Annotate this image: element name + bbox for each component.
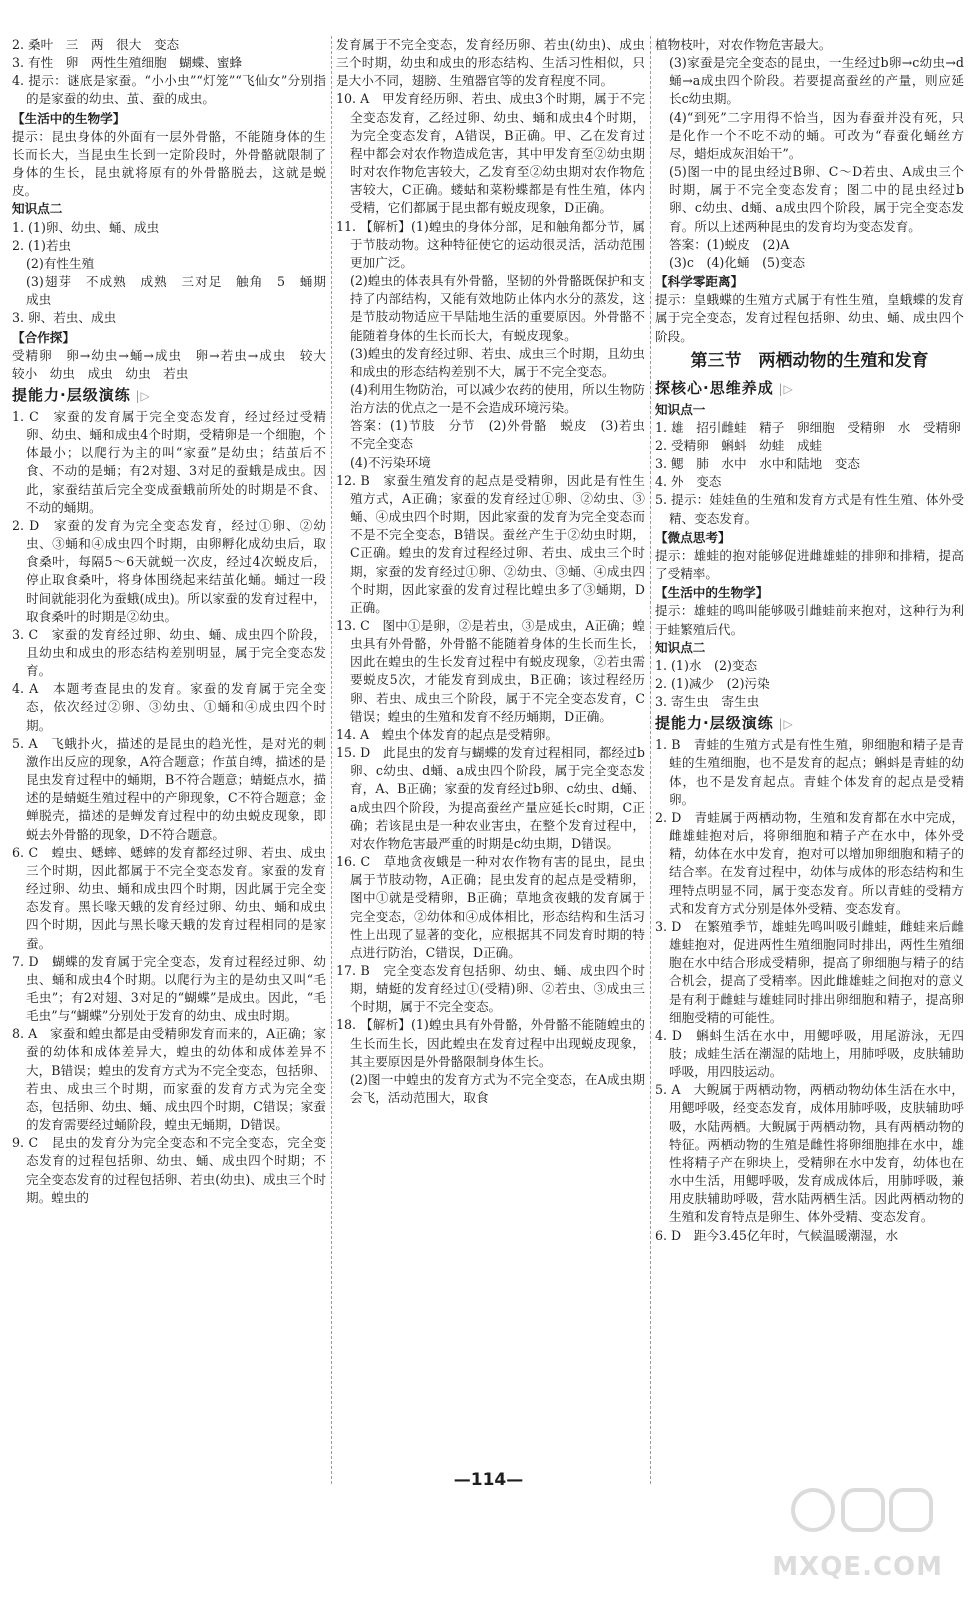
answer-item: 10. A 甲发育经历卵、若虫、成虫3个时期，属于不完全变态发育，乙经过卵、幼虫、蛹和成虫4个时期，为完全变态发育，A错误，B正确。甲、乙在发育过程中都会对农作物造成危害，其中甲发育至②幼虫期时对农作物危害较大，乙发育至②幼虫期对农作物危害较大，C正确。蝼蛄和菜粉蝶都是有性生殖，体内受精，它们都属于昆虫都有蜕皮现象，D正确。: [336, 91, 645, 216]
answer-item: 5. A 大鲵属于两栖动物，两栖动物幼体生活在水中，用鳃呼吸，经变态发育，成体用肺呼吸，皮肤辅助呼吸，水陆两栖。大鲵属于两栖动物，具有两栖动物的特征。两栖动物的生殖是雌性将卵细胞排在水中，雄性将精子产在卵块上，受精卵在水中发育，幼体也在水中生活，用鳃呼吸，发育成成体后，用肺呼吸，兼用皮肤辅助呼吸，营水陆两栖生活。因此两栖动物的生殖和发育特点是卵生、体外受精、变态发育。: [655, 1082, 964, 1225]
answer-item: 4. 提示：谜底是家蚕。“小小虫”“灯笼”“飞仙女”分别指的是家蚕的幼虫、茧、蚕的成虫。: [12, 73, 326, 107]
answer-item: 2. (1)若虫: [12, 237, 72, 253]
answer-detail: (5)图一中的昆虫经过B卵、C～D若虫、A成虫三个时期，属于不完全变态发育；图二中的昆虫经过b卵、c幼虫、d蛹、a成虫四个阶段，属于完全变态发育。所以上述两种昆虫的发育均为变态发育。: [669, 164, 964, 234]
answer-detail: (3)翅芽 不成熟 成熟 三对足 触角 5 蛹期 成虫: [26, 274, 339, 308]
answer-item: 18. 【解析】(1)蝗虫具有外骨骼，外骨骼不能随蝗虫的生长而生长，因此蝗虫在发育过程中出现蜕皮现象，其主要原因是外骨骼限制身体生长。: [336, 1017, 645, 1069]
answer-item: 15. D 此昆虫的发育与蝴蝶的发育过程相同，都经过b卵、c幼虫、d蛹、a成虫四个阶段，属于完全变态发育，A、B正确；家蚕的发育经过b卵、c幼虫、d蛹、a成虫四个阶段，为提高蚕丝产量应延长c时期，C正确；若该昆虫是一种农业害虫，在整个发育过程中，对农作物危害最严重的时期是c幼虫期，D错误。: [336, 745, 645, 851]
answer-item: 11. 【解析】(1)蝗虫的身体分部，足和触角都分节，属于节肢动物。这种特征使它的运动很灵活，活动范围更加广泛。: [336, 218, 645, 270]
paragraph: 受精卵 卵→幼虫→蛹→成虫 卵→若虫→成虫 较大 较小 幼虫 成虫 幼虫 若虫: [12, 347, 339, 381]
answer-item: 1. 雄 招引雌蛙 精子 卵细胞 受精卵 水 受精卵: [655, 419, 961, 435]
answer-item: 1. B 青蛙的生殖方式是有性生殖，卵细胞和精子是青蛙的生殖细胞，也不是发育的起点；蝌蚪是青蛙的幼体，也不是发育起点。青蛙个体发育的起点是受精卵。: [655, 737, 964, 807]
paragraph: 提示：皇蛾蝶的生殖方式属于有性生殖，皇蛾蝶的发育属于完全变态，发育过程包括卵、幼虫、蛹、成虫四个阶段。: [655, 292, 964, 344]
paragraph: 发育属于不完全变态，发育经历卵、若虫(幼虫)、成虫三个时期，幼虫和成虫的形态结构、生活习性相似，只是大小不同，翅膀、生殖器官等的发育程度不同。: [336, 37, 645, 89]
knowledge-point-heading: 知识点二: [12, 201, 63, 217]
section-tag: 【 生活中的生物学 】: [12, 110, 326, 128]
watermark-text: MXQE.COM: [772, 1552, 943, 1582]
answer-item: 1. C 家蚕的发育属于完全变态发育，经过经过受精卵、幼虫、蛹和成虫4个时期，受精卵是一个细胞，个体最小；以爬行为主的叫“家蚕”是幼虫；结茧后不食、不动的是蛹；有2对翅、3对足的蚕蛾是成虫。因此，家蚕结茧后完全变成蚕蛾前所处的时期是不食、不动的蛹期。: [12, 408, 326, 515]
paragraph: 提示：雄蛙的抱对能够促进雌雄蛙的排卵和排精，提高了受精率。: [655, 547, 964, 582]
answer-item: 6. D 距今3.45亿年时，气候温暖潮湿，水: [655, 1227, 899, 1243]
chapter-title: 第三节 两栖动物的生殖和发育: [690, 350, 929, 371]
answer-item: 9. C 昆虫的发育分为完全变态和不完全变态，完全变态发育的过程包括卵、幼虫、蛹、成虫四个时期；不完全变态发育的过程包括卵、若虫(幼虫)、成虫三个时期。蝗虫的: [12, 1135, 326, 1205]
answer-detail: 答案：(1)蜕皮 (2)A: [669, 236, 790, 252]
answer-item: 3. 鳃 肺 水中 水中和陆地 变态: [655, 456, 860, 472]
answer-item: 1. (1)水 (2)变态: [655, 657, 758, 673]
answer-item: 2. 桑叶 三 两 很大 变态: [12, 37, 180, 52]
answer-item: 12. B 家蚕生殖发育的起点是受精卵，因此是有性生殖方式，A正确；家蚕的发育经过①卵、②幼虫、③蛹、④成虫四个时期，因此家蚕的发育为完全变态而不是不完全变态，B错误。蚕丝产生于②幼虫时期，C正确。蝗虫的发育过程经过卵、若虫、成虫三个时期，家蚕的发育经过①卵、②幼虫、③蛹、④成虫四个时期，因此家蚕的发育过程比蝗虫多了③蛹期，D正确。: [336, 472, 645, 615]
answer-detail: (4)利用生物防治，可以减少农药的使用，所以生物防治方法的优点之一是不会造成环境污染。: [350, 381, 645, 416]
answer-item: 16. C 草地贪夜蛾是一种对农作物有害的昆虫，昆虫属于节肢动物，A正确；昆虫发育的起点是受精卵，图中①就是受精卵，B正确；草地贪夜蛾的发育属于完全变态，②幼体和④成体相比，形态结构和生活习性上出现了显著的变化，应根据其不同发育时期的特点进行防治，C错误，D正确。: [336, 854, 645, 960]
answer-item: 3. C 家蚕的发育经过卵、幼虫、蛹、成虫四个阶段，且幼虫和成虫的形态结构差别明显，属于完全变态发育。: [12, 626, 326, 679]
answer-detail: (3)c (4)化蛹 (5)变态: [669, 254, 806, 270]
section-heading: 探核心·思维养成 |▷: [655, 376, 964, 401]
answer-item: 1. (1)卵、幼虫、蛹、成虫: [12, 219, 160, 235]
answer-detail: (2)蝗虫的体表具有外骨骼，坚韧的外骨骼既保护和支持了内部结构，又能有效地防止体内水分的蒸发，这是节肢动物适应干旱陆地生活的重要原因。外骨骼不能随着身体的生长而长大，有蜕皮现象。: [350, 273, 645, 343]
answer-item: 2. 受精卵 蝌蚪 幼蛙 成蛙: [655, 437, 823, 453]
knowledge-point-heading: 知识点一: [655, 401, 706, 417]
answer-detail: (4)不污染环境: [350, 454, 431, 470]
section-tag: 【 合作探 】: [12, 329, 326, 347]
answer-item: 3. 有性 卵 两性生殖细胞 蝴蝶、蜜蜂: [12, 55, 243, 71]
answer-detail: 答案：(1)节肢 分节 (2)外骨骼 蜕皮 (3)若虫 不完全变态: [350, 418, 658, 452]
answer-item: 6. C 蝗虫、蟋蟀、蟋蟀的发育都经过卵、若虫、成虫三个时期，因此都属于不完全变态发育。家蚕的发育经过卵、幼虫、蛹和成虫四个时期，因此属于完全变态发育。黑长喙天蛾的发育经过卵、幼虫、蛹和成虫四个时期，因此与黑长喙天蛾的发育过程相同的是家蚕。: [12, 844, 326, 951]
section-tag: 【 生活中的生物学 】: [655, 584, 964, 602]
answer-item: 13. C 图中①是卵，②是若虫，③是成虫，A正确；蝗虫具有外骨骼，外骨骼不能随着身体的生长而生长，因此在蝗虫的生长发育过程中有蜕皮现象，②若虫需要蜕皮5次，才能发育到成虫，B正确；该过程经历卵、若虫、成虫三个阶段，属于不完全变态发育，C错误；蝗虫的生殖和发育不经历蛹期，D正确。: [336, 618, 645, 724]
column-middle: [331, 36, 658, 1484]
answer-page: [12, 36, 965, 1484]
answer-detail: (3)家蚕是完全变态的昆虫，一生经过b卵→c幼虫→d蛹→a成虫四个阶段。若要提高蚕丝的产量，则应延长c幼虫期。: [669, 55, 964, 107]
answer-item: 4. A 本题考查昆虫的发育。家蚕的发育属于完全变态，依次经过②卵、③幼虫、①蛹和④成虫四个时期。: [12, 681, 326, 733]
answer-item: 5. 提示：娃娃鱼的生殖和发育方式是有性生殖、体外受精、变态发育。: [655, 492, 964, 526]
answer-item: 3. 卵、若虫、成虫: [12, 310, 117, 326]
section-tag: 【 微点思考 】: [655, 529, 964, 547]
answer-detail: (2)图一中蝗虫的发育方式为不完全变态，在A成虫期会飞，活动范围大，取食: [350, 1071, 645, 1106]
answer-item: 4. 外 变态: [655, 474, 722, 490]
knowledge-point-heading: 知识点二: [655, 639, 706, 655]
answer-item: 5. A 飞蛾扑火，描述的是昆虫的趋光性，是对光的刺激作出反应的现象，A符合题意；作茧自缚，描述的是昆虫发育过程中的蛹期，B不符合题意；蜻蜓点水，描述的是蜻蜓生殖过程中的产卵现象，C不符合题意；金蝉脱壳，描述的是蝉发育过程中的幼虫蜕皮现象，即蜕去外骨骼的现象，D不符合题意。: [12, 735, 326, 842]
answer-detail: (4)“到死”二字用得不恰当，因为春蚕并没有死，只是化作一个不吃不动的蛹。可改为“春蚕化蛹丝方尽，蜡炬成灰泪始干”。: [669, 109, 964, 161]
answer-item: 8. A 家蚕和蝗虫都是由受精卵发育而来的，A正确；家蚕的幼体和成体差异大，蝗虫的幼体和成体差异不大，B错误；蝗虫的发育方式为不完全变态，包括卵、若虫、成虫三个时期，而家蚕的发育方式为完全变态，包括卵、幼虫、蛹、成虫四个时期，C错误；家蚕的发育需要经过蛹阶段，蝗虫无蛹期，D错误。: [12, 1026, 326, 1133]
answer-item: 7. D 蝴蝶的发育属于完全变态，发育过程经过卵、幼虫、蛹和成虫4个时期。以爬行为主的是幼虫又叫“毛毛虫”；有2对翅、3对足的“蝴蝶”是成虫。因此，“毛毛虫”与“蝴蝶”分别处于发育的幼虫、成虫时期。: [12, 953, 326, 1024]
answer-item: 3. 寄生虫 寄生虫: [655, 694, 760, 710]
answer-item: 2. D 家蚕的发育为完全变态发育，经过①卵、②幼虫、③蛹和④成虫四个时期，由卵孵化成幼虫后，取食桑叶，每隔5～6天就蜕一次皮，经过4次蜕皮后，停止取食桑叶，将身体围绕起来结茧化蛹。蛹过一段时间就能羽化为蚕蛾(成虫)。所以家蚕的发育过程中，取食桑叶的时期是②幼虫。: [12, 517, 326, 624]
paragraph: 植物枝叶，对农作物危害最大。: [655, 37, 832, 52]
answer-item: 2. D 青蛙属于两栖动物，生殖和发育都在水中完成，雌雄蛙抱对后，将卵细胞和精子产在水中，体外受精，幼体在水中发育，抱对可以增加卵细胞和精子的结合率。在发育过程中，幼体与成体的形态结构和生理特点明显不同，属于变态发育。所以青蛙的受精方式和发育方式分别是体外受精、变态发育。: [655, 809, 964, 916]
paragraph: 提示：雄蛙的鸣叫能够吸引雌蛙前来抱对，这种行为利于蛙繁殖后代。: [655, 603, 964, 637]
section-heading: 提能力·层级演练 |▷: [12, 383, 326, 408]
answer-detail: (2)有性生殖: [26, 255, 95, 271]
answer-detail: (3)蝗虫的发育经过卵、若虫、成虫三个时期，且幼虫和成虫的形态结构差别不大，属于不完全变态。: [350, 345, 645, 379]
answer-item: 17. B 完全变态发育包括卵、幼虫、蛹、成虫四个时期，蜻蜓的发育经过①(受精)卵、②若虫、③成虫三个时期，属于不完全变态。: [336, 962, 645, 1015]
section-heading: 提能力·层级演练 |▷: [655, 711, 964, 736]
answer-item: 3. D 在繁殖季节，雄蛙先鸣叫吸引雌蛙，雌蛙来后雌雄蛙抱对，促进两性生殖细胞同时排出，两性生殖细胞在水中结合形成受精卵，提高了卵细胞与精子的结合机会，提高了受精率。因此雌雄蛙之间抱对的意义是有利于雌蛙与雄蛙同时排出卵细胞和精子，提高卵细胞受精的可能性。: [655, 918, 964, 1025]
column-right: [650, 36, 964, 1484]
answer-item: 4. D 蝌蚪生活在水中，用鳃呼吸，用尾游泳，无四肢；成蛙生活在潮湿的陆地上，用肺呼吸，皮肤辅助呼吸，用四肢运动。: [655, 1027, 964, 1080]
answer-item: 2. (1)减少 (2)污染: [655, 676, 770, 691]
paragraph: 提示：昆虫身体的外面有一层外骨骼，不能随身体的生长而长大，当昆虫生长到一定阶段时，外骨骼就限制了身体的生长，昆虫就将原有的外骨骼脱去，这就是蜕皮。: [12, 128, 326, 199]
page-number: —114—: [453, 1470, 524, 1490]
section-tag: 【 科学零距离 】: [655, 273, 964, 291]
answer-item: 14. A 蝗虫个体发育的起点是受精卵。: [336, 726, 559, 742]
column-left: [12, 36, 339, 1484]
watermark-logo: [773, 1482, 963, 1592]
